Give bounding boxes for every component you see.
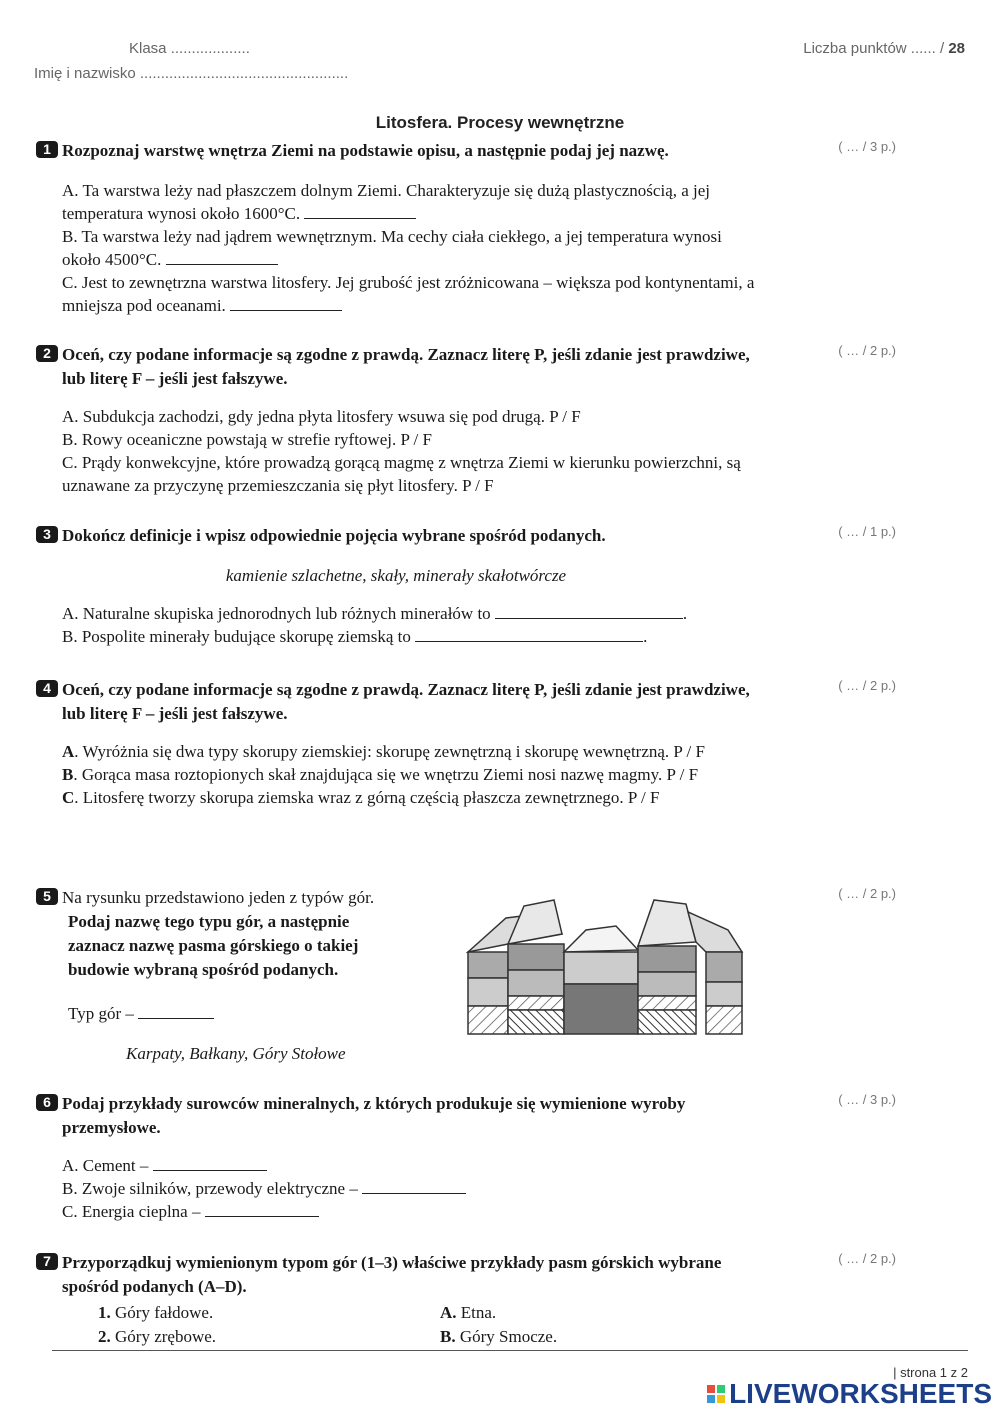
item-c: C. Energia cieplna – <box>62 1200 762 1223</box>
item-b: B. Pospolite minerały budujące skorupę ziemską to . <box>62 627 648 646</box>
task-6 <box>36 1092 936 1223</box>
task-number: 6 <box>36 1094 58 1111</box>
mountain-type-field: Typ gór – <box>68 1002 936 1024</box>
task-5 <box>36 886 936 1064</box>
answer-blank[interactable] <box>230 294 342 311</box>
task-points: ( … / 1 p.) <box>838 524 896 539</box>
task-question: Podaj nazwę tego typu gór, a następnie zaznacz nazwę pasma górskiego o takiej budowie wybraną spośród podanych. <box>68 912 359 979</box>
logo-text: LIVEWORKSHEETS <box>729 1378 992 1409</box>
task-1 <box>36 139 936 317</box>
task-intro: Na rysunku przedstawiono jeden z typów gór. <box>62 888 375 907</box>
name-field: Imię i nazwisko .................................................. <box>34 65 349 82</box>
task-number: 5 <box>36 888 58 905</box>
item-c: C. Jest to zewnętrzna warstwa litosfery. Jej grubość jest zróżnicowana – większa pod kontynentami, a mniejsza pod oceanami. <box>62 273 755 315</box>
task-3 <box>36 524 936 648</box>
item-a[interactable]: A. Subdukcja zachodzi, gdy jedna płyta litosfery wsuwa się pod drugą. P / F <box>62 407 581 426</box>
logo-squares-icon <box>706 1384 726 1404</box>
item-a[interactable]: A. Wyróżnia się dwa typy skorupy ziemskiej: skorupę zewnętrzną i skorupę wewnętrzną. P / F <box>62 742 705 761</box>
task-question: Dokończ definicje i wpisz odpowiednie pojęcia wybrane spośród podanych. <box>62 526 606 545</box>
answer-blank[interactable] <box>415 625 643 642</box>
task-question: Oceń, czy podane informacje są zgodne z prawdą. Zaznacz literę P, jeśli zdanie jest prawdziwe, lub literę F – jeśli jest fałszywe. <box>62 680 750 723</box>
liveworksheets-logo <box>706 1378 992 1410</box>
example-a[interactable]: A. Etna. <box>440 1303 497 1322</box>
answer-blank[interactable] <box>362 1177 466 1194</box>
horst-mountain-illustration <box>466 890 744 1040</box>
task-number: 2 <box>36 345 58 362</box>
task-7 <box>36 1251 936 1349</box>
points-summary <box>803 40 965 57</box>
example-b[interactable]: B. Góry Smocze. <box>440 1327 558 1346</box>
mountain-type-2: 2. Góry zrębowe. <box>98 1327 217 1346</box>
footer-divider <box>52 1350 968 1351</box>
task-number: 3 <box>36 526 58 543</box>
task-points: ( … / 2 p.) <box>838 1251 896 1266</box>
task-number: 4 <box>36 680 58 697</box>
answer-blank[interactable] <box>166 248 278 265</box>
task-question: Przyporządkuj wymienionym typom gór (1–3) właściwe przykłady pasm górskich wybrane spośród podanych (A–D). <box>62 1253 722 1296</box>
task-2 <box>36 343 936 497</box>
task-question: Rozpoznaj warstwę wnętrza Ziemi na podstawie opisu, a następnie podaj jej nazwę. <box>62 141 669 160</box>
task-points: ( … / 2 p.) <box>838 678 896 693</box>
task-points: ( … / 3 p.) <box>838 139 896 154</box>
page-number: | strona 1 z 2 <box>893 1365 968 1380</box>
answer-blank[interactable] <box>304 202 416 219</box>
task-number: 1 <box>36 141 58 158</box>
answer-blank[interactable] <box>495 602 683 619</box>
task-4 <box>36 678 936 809</box>
options-list: kamienie szlachetne, skały, minerały skałotwórcze <box>225 566 567 585</box>
answer-blank[interactable] <box>153 1154 267 1171</box>
task-points: ( … / 3 p.) <box>838 1092 896 1107</box>
options-list[interactable]: Karpaty, Bałkany, Góry Stołowe <box>126 1044 346 1063</box>
answer-blank[interactable] <box>205 1200 319 1217</box>
task-points: ( … / 2 p.) <box>838 343 896 358</box>
points-label: Liczba punktów ...... / <box>803 40 945 57</box>
item-b: B. Zwoje silników, przewody elektryczne – <box>62 1177 762 1200</box>
right-column <box>440 1301 557 1349</box>
task-points: ( … / 2 p.) <box>838 886 896 901</box>
item-b[interactable]: B. Rowy oceaniczne powstają w strefie ryftowej. P / F <box>62 430 432 449</box>
page-title: Litosfera. Procesy wewnętrzne <box>375 113 625 132</box>
item-c[interactable]: C. Prądy konwekcyjne, które prowadzą gorącą magmę z wnętrza Ziemi w kierunku powierzchni, są uznawane za przyczynę przemieszczania się płyt litosfery. P / F <box>62 453 741 495</box>
item-b: B. Ta warstwa leży nad jądrem wewnętrznym. Ma cechy ciała ciekłego, a jej temperatura wynosi około 4500°C. <box>62 227 722 269</box>
left-column <box>98 1301 216 1349</box>
class-field: Klasa ................... <box>129 40 250 57</box>
answer-blank[interactable] <box>138 1002 214 1019</box>
item-a: A. Ta warstwa leży nad płaszczem dolnym Ziemi. Charakteryzuje się dużą plastycznością, a jej temperatura wynosi około 1600°C. <box>62 181 711 223</box>
task-number: 7 <box>36 1253 58 1270</box>
item-a: A. Naturalne skupiska jednorodnych lub różnych minerałów to . <box>62 604 688 623</box>
item-c[interactable]: C. Litosferę tworzy skorupa ziemska wraz z górną częścią płaszcza zewnętrznego. P / F <box>62 788 660 807</box>
task-question: Podaj przykłady surowców mineralnych, z których produkuje się wymienione wyroby przemysłowe. <box>62 1094 686 1137</box>
item-a: A. Cement – <box>62 1154 762 1177</box>
points-total: 28 <box>948 40 965 57</box>
mountain-type-1: 1. Góry fałdowe. <box>98 1303 214 1322</box>
item-b[interactable]: B. Gorąca masa roztopionych skał znajdująca się we wnętrzu Ziemi nosi nazwę magmy. P / F <box>62 765 699 784</box>
task-question: Oceń, czy podane informacje są zgodne z prawdą. Zaznacz literę P, jeśli zdanie jest prawdziwe, lub literę F – jeśli jest fałszywe. <box>62 345 750 388</box>
